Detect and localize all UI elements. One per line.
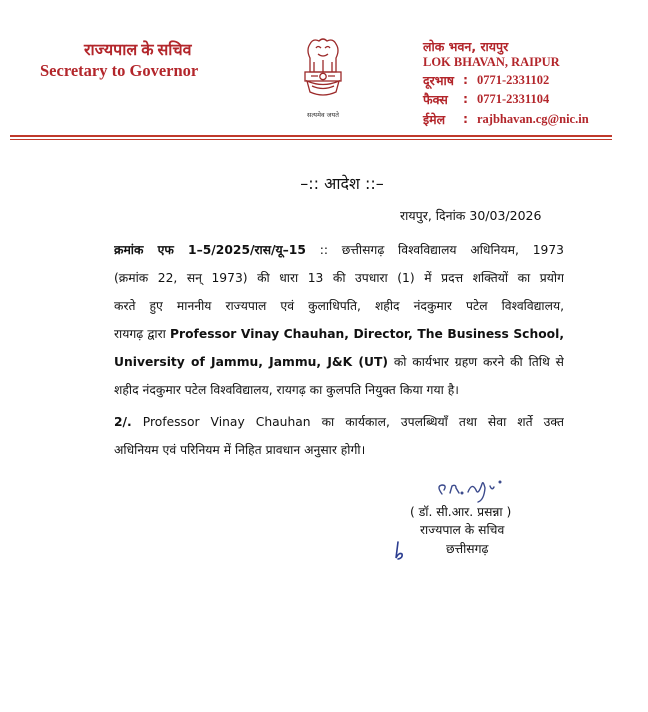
order-number: क्रमांक एफ 1–5/2025/रास/यू–15 (114, 243, 306, 257)
signatory-name: ( डॉ. सी.आर. प्रसन्ना ) (410, 505, 512, 519)
para1-line: (क्रमांक 22, सन् 1973) की धारा 13 की उपधारा (1) में प्रदत्त शक्तियों का प्रयोग (114, 271, 564, 285)
order-date: रायपुर, दिनांक 30/03/2026 (400, 208, 542, 223)
order-paragraph-2 (114, 408, 564, 464)
office-name-english: Secretary to Governor (40, 61, 199, 80)
email-colon: : (463, 111, 468, 126)
address-hindi: लोक भवन, रायपुर (423, 39, 509, 54)
phone-number: 0771-2331102 (477, 73, 550, 87)
para1-line: शहीद नंदकुमार पटेल विश्वविद्यालय, रायगढ़ का कुलपति नियुक्त किया गया है। (114, 383, 459, 397)
order-title: –:: आदेश ::– (300, 174, 384, 193)
paragraph-number: 2/. (114, 415, 132, 429)
phone-label: दूरभाष (423, 73, 455, 88)
email-label: ईमेल (423, 112, 446, 127)
para2-line: अधिनियम एवं परिनियम में निहित प्रावधान अनुसार होगी। (114, 443, 366, 457)
para1-text: को कार्यभार ग्रहण करने की तिथि से (387, 355, 564, 369)
fax-number: 0771-2331104 (477, 92, 550, 106)
para1-line (114, 236, 564, 264)
para2-text: Professor Vinay Chauhan का कार्यकाल, उपलब्धियाँ तथा सेवा शर्ते उक्त (131, 415, 564, 429)
fax-colon: : (463, 91, 468, 106)
email-address[interactable]: rajbhavan.cg@nic.in (477, 112, 589, 126)
order-paragraph-1 (114, 236, 564, 404)
office-name-hindi: राज्यपाल के सचिव (84, 42, 192, 59)
appointee-name: Professor Vinay Chauhan, Director, The Business School, (170, 327, 564, 341)
initial-mark-icon (393, 540, 407, 566)
para1-text: रायगढ़ द्वारा (114, 327, 170, 341)
letterhead-divider-thin (10, 139, 612, 140)
fax-label: फैक्स (423, 92, 448, 107)
address-english: LOK BHAVAN, RAIPUR (423, 55, 560, 69)
phone-colon: : (463, 72, 468, 87)
para1-line (114, 348, 564, 376)
signatory-designation: राज्यपाल के सचिव (420, 523, 505, 537)
para2-line (114, 408, 564, 436)
letterhead-divider (10, 135, 612, 137)
appointee-affiliation: University of Jammu, Jammu, J&K (UT) (114, 355, 388, 369)
emblem-motto: सत्यमेव जयते (307, 111, 339, 119)
signatory-state: छत्तीसगढ़ (446, 542, 489, 556)
para1-text: :: छत्तीसगढ़ विश्वविद्यालय अधिनियम, 1973 (305, 243, 564, 257)
para1-line (114, 320, 564, 348)
para1-line: करते हुए माननीय राज्यपाल एवं कुलाधिपति, शहीद नंदकुमार पटेल विश्वविद्यालय, (114, 299, 564, 313)
